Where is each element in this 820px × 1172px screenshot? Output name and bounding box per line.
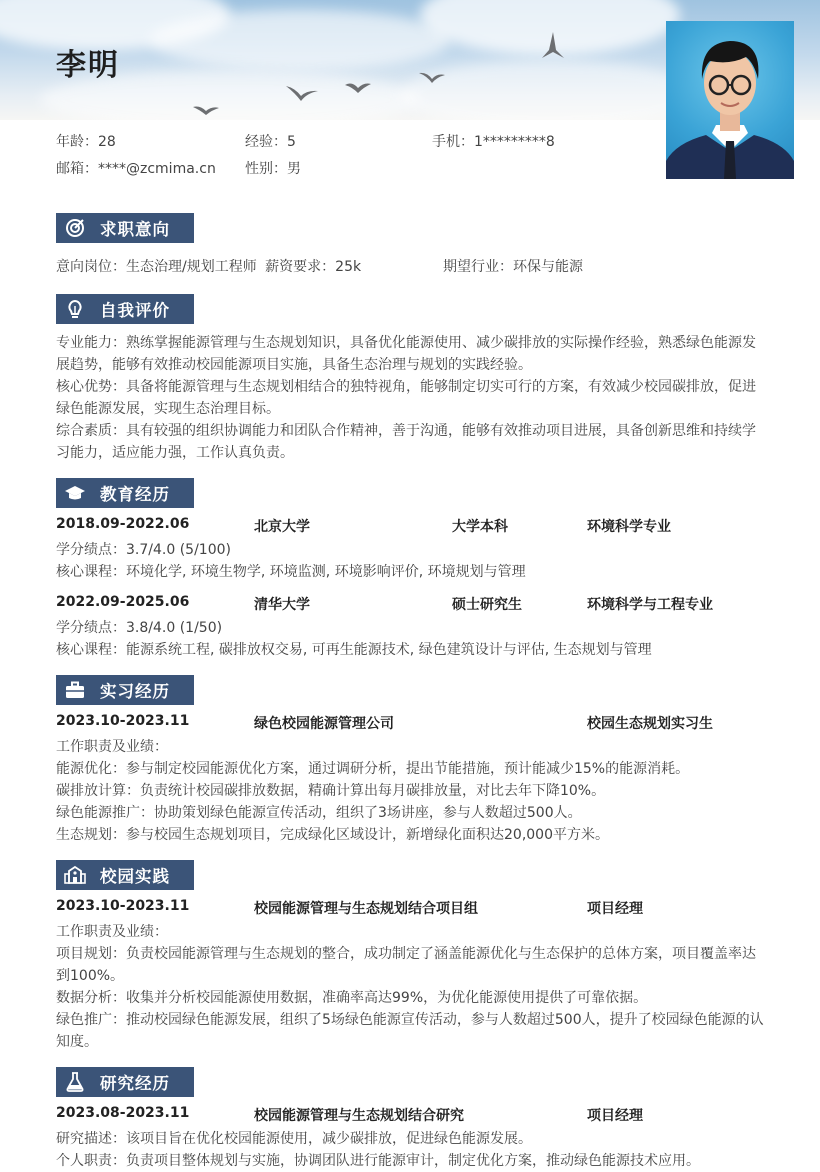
section-header-research [56,1067,194,1097]
lightbulb-icon [60,294,90,324]
intent-industry: 期望行业：环保与能源 [443,259,583,275]
campus-line: 知度。 [56,1034,98,1050]
internship-row [56,713,768,735]
info-email: 邮箱：****@zcmima.cn [56,161,216,177]
age-value: 28 [98,134,116,150]
section-title: 教育经历 [100,485,170,504]
school-building-icon [60,860,90,890]
education-school: 北京大学 [254,519,310,535]
section-header-self [56,294,194,324]
education-degree: 大学本科 [452,519,508,535]
self-line: 展趋势，能够有效推动校园能源项目实施，具备生态治理与规划的实践经验。 [56,357,532,373]
section-title: 校园实践 [100,867,170,886]
self-line: 专业能力：熟练掌握能源管理与生态规划知识，具备优化能源使用、减少碳排放的实际操作经验，熟悉绿色能源发 [56,335,756,351]
education-degree: 硕士研究生 [452,597,522,613]
internship-company: 绿色校园能源管理公司 [254,716,394,732]
info-gender: 性别：男 [245,161,301,177]
internship-line: 工作职责及业绩： [56,739,168,755]
education-major: 环境科学专业 [587,519,671,535]
education-courses: 核心课程：环境化学, 环境生物学, 环境监测, 环境影响评价, 环境规划与管理 [56,564,526,580]
research-project: 校园能源管理与生态规划结合研究 [254,1108,464,1124]
education-row [56,516,768,538]
campus-line: 工作职责及业绩： [56,924,168,940]
email-value: ****@zcmima.cn [98,161,216,177]
section-header-internship [56,675,194,705]
experience-value: 5 [287,134,296,150]
internship-line: 碳排放计算：负责统计校园碳排放数据，精确计算出每月碳排放量，对比去年下降10%。 [56,783,606,799]
education-courses: 核心课程：能源系统工程, 碳排放权交易, 可再生能源技术, 绿色建筑设计与评估, 生态规划与管理 [56,642,652,658]
self-line: 综合素质：具有较强的组织协调能力和团队合作精神，善于沟通，能够有效推动项目进展，具备创新思维和持续学 [56,423,756,439]
education-row [56,594,768,616]
section-header-education [56,478,194,508]
research-line: 个人职责：负责项目整体规划与实施，协调团队进行能源审计，制定优化方案，推动绿色能源技术应用。 [56,1153,700,1169]
campus-line: 到100%。 [56,968,125,984]
education-major: 环境科学与工程专业 [587,597,713,613]
campus-org: 校园能源管理与生态规划结合项目组 [254,901,478,917]
section-header-campus [56,860,194,890]
research-row [56,1105,768,1127]
education-school: 清华大学 [254,597,310,613]
self-line: 核心优势：具备将能源管理与生态规划相结合的独特视角，能够制定切实可行的方案，有效减少校园碳排放，促进 [56,379,756,395]
bird-icon [192,102,220,116]
profile-photo [666,21,794,179]
education-period: 2022.09-2025.06 [56,594,190,610]
intent-salary: 薪资要求：25k [265,259,362,275]
education-gpa: 学分绩点：3.7/4.0 (5/100) [56,542,231,558]
graduation-cap-icon [60,478,90,508]
bird-icon [418,70,446,84]
campus-row [56,898,768,920]
education-gpa: 学分绩点：3.8/4.0 (1/50) [56,620,223,636]
bird-icon [344,80,372,94]
gender-value: 男 [287,161,301,177]
intent-position: 意向岗位：生态治理/规划工程师 [56,259,257,275]
research-role: 项目经理 [587,1108,643,1124]
education-period: 2018.09-2022.06 [56,516,190,532]
flask-icon [60,1067,90,1097]
briefcase-icon [60,675,90,705]
info-phone: 手机：1*********8 [432,134,555,150]
bird-icon [538,28,568,62]
section-title: 求职意向 [100,220,170,239]
research-period: 2023.08-2023.11 [56,1105,190,1121]
internship-line: 生态规划：参与校园生态规划项目，完成绿化区域设计，新增绿化面积达20,000平方米。 [56,827,609,843]
section-header-intent [56,213,194,243]
section-title: 实习经历 [100,682,170,701]
candidate-name: 李明 [56,48,120,83]
section-title: 自我评价 [100,301,170,320]
internship-period: 2023.10-2023.11 [56,713,190,729]
self-line: 绿色能源发展，实现生态治理目标。 [56,401,280,417]
self-line: 习能力，适应能力强，工作认真负责。 [56,445,294,461]
phone-value: 1*********8 [474,134,555,150]
campus-role: 项目经理 [587,901,643,917]
campus-line: 绿色推广：推动校园绿色能源发展，组织了5场绿色能源宣传活动，参与人数超过500人，提升了校园绿色能源的认 [56,1012,764,1028]
internship-line: 绿色能源推广：协助策划绿色能源宣传活动，组织了3场讲座，参与人数超过500人。 [56,805,582,821]
research-line: 研究描述：该项目旨在优化校园能源使用，减少碳排放，促进绿色能源发展。 [56,1131,532,1147]
internship-role: 校园生态规划实习生 [587,716,713,732]
campus-period: 2023.10-2023.11 [56,898,190,914]
info-experience: 经验：5 [245,134,296,150]
campus-line: 项目规划：负责校园能源管理与生态规划的整合，成功制定了涵盖能源优化与生态保护的总体方案，项目覆盖率达 [56,946,756,962]
section-title: 研究经历 [100,1074,170,1093]
campus-line: 数据分析：收集并分析校园能源使用数据，准确率高达99%，为优化能源使用提供了可靠依据。 [56,990,648,1006]
info-age: 年龄：28 [56,134,116,150]
target-icon [60,213,90,243]
bird-icon [285,84,319,102]
internship-line: 能源优化：参与制定校园能源优化方案，通过调研分析，提出节能措施，预计能减少15%的能源消耗。 [56,761,690,777]
